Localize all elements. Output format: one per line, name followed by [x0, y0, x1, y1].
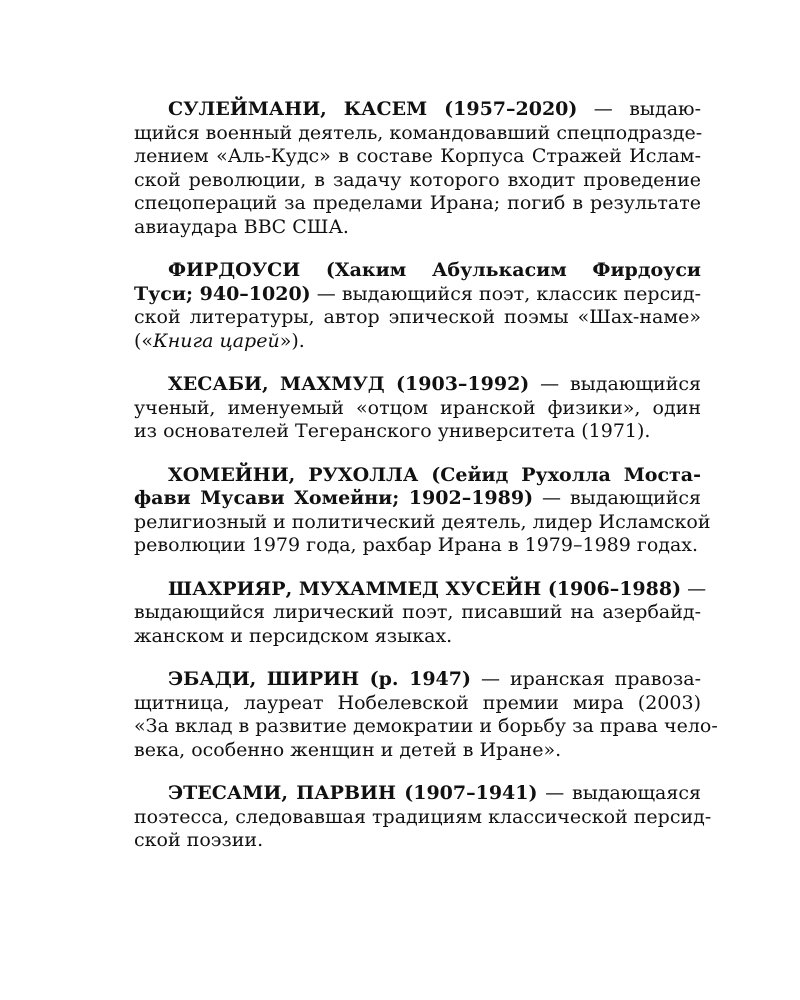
entry-text: — выдающийся поэт, классик персид-	[310, 282, 701, 305]
entry-line	[134, 420, 701, 444]
entry-line	[134, 601, 701, 625]
entry-line	[134, 259, 701, 283]
entry-text: религиозный и политический деятель, лидер Исламской	[134, 510, 711, 533]
entry-text: — иранская правоза-	[470, 668, 702, 690]
entry-line	[134, 283, 701, 307]
entry-text: — выдающийся	[533, 487, 701, 509]
entry-line	[134, 216, 701, 240]
entry-line	[134, 145, 701, 169]
entry-text: ученый, именуемый «отцом иранской физики», один	[134, 396, 701, 419]
entry-text: ской революции, в задачу которого входит проведение	[134, 168, 701, 191]
entries-list	[134, 98, 718, 853]
entry-line	[134, 625, 701, 649]
entry-heading: ХОМЕЙНИ, РУХОЛЛА (Сейид Рухолла Моста-	[168, 463, 701, 486]
entry-heading: ЭТЕСАМИ, ПАРВИН (1907–1941)	[168, 782, 538, 804]
entry-line	[134, 577, 707, 602]
entry-line	[134, 534, 701, 558]
entry-line	[134, 397, 701, 421]
entry-line	[134, 805, 712, 830]
entry-line	[134, 330, 701, 354]
entry-hesabi	[134, 373, 701, 444]
entry-line	[134, 510, 711, 535]
entry-line	[134, 306, 701, 330]
entry-text: лением «Аль-Кудс» в составе Корпуса Стражей Ислам-	[134, 145, 701, 167]
entry-line	[134, 739, 701, 763]
entry-line	[134, 122, 701, 146]
entry-text: из основателей Тегеранского университета (1971).	[134, 420, 651, 442]
entry-text: »).	[279, 329, 305, 352]
entry-text: — выдаю-	[577, 98, 701, 120]
entry-heading: Туси; 940–1020)	[134, 282, 311, 305]
entry-khomeini	[134, 463, 711, 558]
entry-heading: СУЛЕЙМАНИ, КАСЕМ (1957–2020)	[168, 98, 578, 120]
entry-line	[134, 487, 701, 511]
entry-line	[134, 715, 718, 739]
entry-text: революции 1979 года, рахбар Ирана в 1979–1989 годах.	[134, 534, 699, 556]
entry-heading: ШАХРИЯР, МУХАММЕД ХУСЕЙН (1906–1988)	[168, 577, 682, 600]
entry-text: поэтесса, следовавшая традициям классической персид-	[134, 805, 712, 828]
entry-line	[134, 464, 701, 488]
entry-line	[134, 782, 701, 806]
entry-line	[134, 373, 701, 397]
entry-heading: фави Мусави Хомейни; 1902–1989)	[134, 487, 534, 509]
entry-text: спецопераций за пределами Ирана; погиб в результате	[134, 192, 701, 214]
entry-line	[134, 668, 701, 692]
entry-ebadi	[134, 668, 718, 762]
entry-shahriyar	[134, 577, 707, 649]
entry-etesami	[134, 782, 712, 853]
entry-text: века, особенно женщин и детей в Иране».	[134, 738, 562, 761]
entry-text: —	[681, 577, 707, 600]
entry-line	[134, 98, 701, 122]
glossary-page	[134, 98, 718, 873]
entry-text: «За вклад в развитие демократии и борьбу за права чело-	[134, 715, 718, 737]
italic-title: Книга царей	[153, 329, 280, 352]
entry-line	[134, 829, 701, 853]
entry-suleimani	[134, 98, 701, 239]
entry-text: ской литературы, автор эпической поэмы «Шах-наме»	[134, 306, 701, 328]
entry-text: ской поэзии.	[134, 829, 264, 851]
entry-text: щийся военный деятель, командовавший спецподразде-	[134, 121, 703, 144]
entry-text: — выдающаяся	[537, 782, 701, 804]
entry-text: щитница, лауреат Нобелевской премии мира (2003)	[134, 691, 701, 714]
entry-text: — выдающийся	[529, 373, 701, 395]
entry-line	[134, 169, 701, 193]
entry-heading: ЭБАДИ, ШИРИН (р. 1947)	[168, 668, 471, 690]
entry-text: авиаудара ВВС США.	[134, 215, 349, 238]
entry-line	[134, 192, 701, 216]
entry-line	[134, 692, 701, 716]
entry-heading: ХЕСАБИ, МАХМУД (1903–1992)	[168, 373, 530, 395]
entry-firdousi	[134, 259, 701, 353]
entry-text: жанском и персидском языках.	[134, 624, 453, 647]
entry-heading: ФИРДОУСИ (Хаким Абулькасим Фирдоуси	[168, 259, 701, 281]
entry-text: выдающийся лирический поэт, писавший на азербайд-	[134, 601, 701, 623]
entry-text: («	[134, 329, 154, 352]
